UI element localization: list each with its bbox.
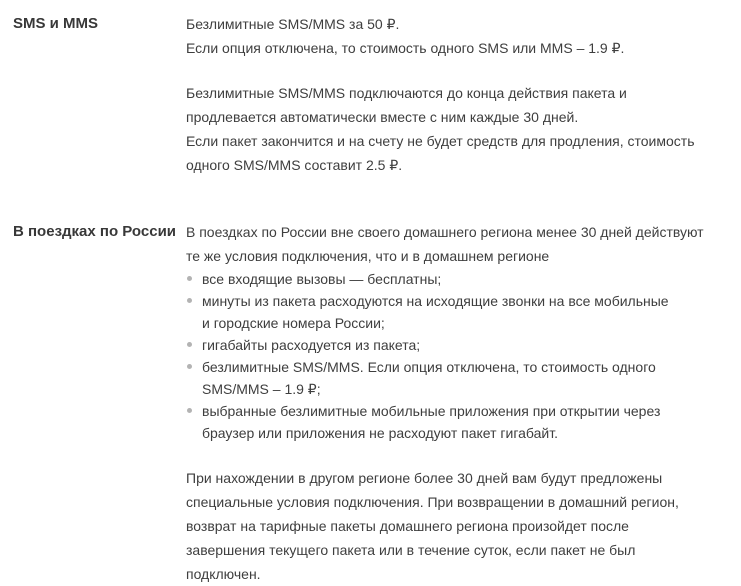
bullet-icon xyxy=(187,276,192,281)
travel-intro-paragraph: В поездках по России вне своего домашнего региона менее 30 дней действуют те же условия подключения, что и в домашнем регионе xyxy=(186,224,704,264)
section-travel-russia-content xyxy=(186,220,738,586)
section-travel-russia xyxy=(13,220,741,586)
bullet-icon xyxy=(187,298,192,303)
list-item-text: все входящие вызовы — бесплатны; xyxy=(202,271,442,287)
list-item xyxy=(186,334,738,356)
sms-price-paragraph: Безлимитные SMS/MMS за 50 ₽. Если опция отключена, то стоимость одного SMS или MMS – 1.9 ₽. xyxy=(186,16,625,56)
list-item xyxy=(186,356,738,400)
bullet-icon xyxy=(187,342,192,347)
list-item xyxy=(186,268,738,290)
sms-renewal-paragraph: Безлимитные SMS/MMS подключаются до конца действия пакета и продлевается автоматически вместе с ним каждые 30 дней. Если пакет закончится и на счету не будет средств для продления, стоимость одного SMS/MMS составит 2.5 ₽. xyxy=(186,85,695,173)
section-sms-mms-label: SMS и MMS xyxy=(13,15,99,32)
list-item xyxy=(186,400,738,444)
list-item-text: безлимитные SMS/MMS. Если опция отключена, то стоимость одного SMS/MMS – 1.9 ₽; xyxy=(202,359,656,397)
list-item-text: минуты из пакета расходуются на исходящие звонки на все мобильные и городские номера России; xyxy=(202,293,669,331)
bullet-icon xyxy=(187,364,192,369)
list-item xyxy=(186,290,738,334)
section-sms-mms xyxy=(13,12,741,177)
section-travel-russia-label: В поездках по России xyxy=(13,223,177,240)
list-item-text: гигабайты расходуется из пакета; xyxy=(202,337,421,353)
list-item-text: выбранные безлимитные мобильные приложения при открытии через браузер или приложения не расходуют пакет гигабайт. xyxy=(202,403,661,441)
travel-conditions-list xyxy=(186,268,738,444)
section-sms-mms-content xyxy=(186,12,738,177)
travel-outro-paragraph: При нахождении в другом регионе более 30 дней вам будут предложены специальные условия подключения. При возвращении в домашний регион, возврат на тарифные пакеты домашнего региона произойдет после завершения текущего пакета или в течение суток, если пакет не был подключен. xyxy=(186,470,679,582)
bullet-icon xyxy=(187,408,192,413)
